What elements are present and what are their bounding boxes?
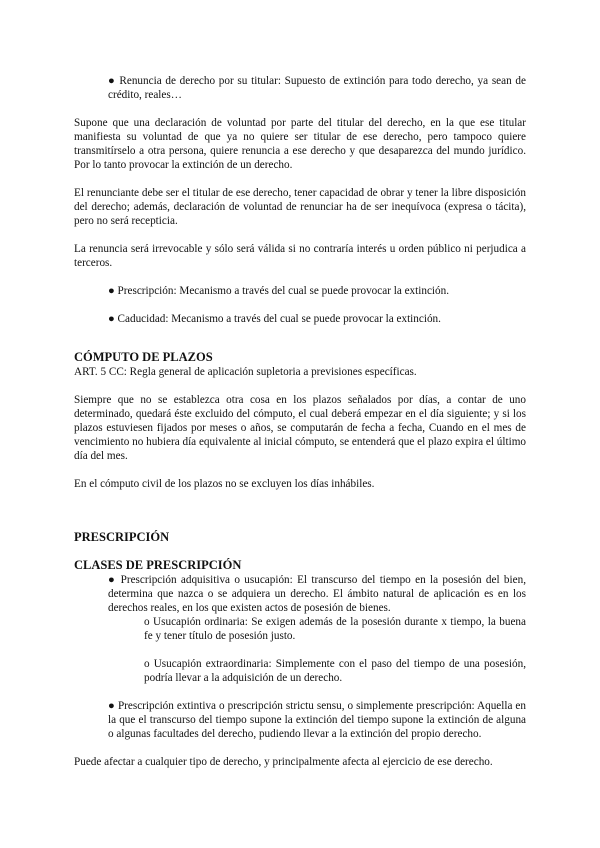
bullet-renuncia: ● Renuncia de derecho por su titular: Supuesto de extinción para todo derecho, ya sean de crédito, reales… [108, 75, 526, 101]
bullet-prescripcion: ● Prescripción: Mecanismo a través del cual se puede provocar la extinción. [108, 285, 450, 297]
subitem-usucapion-ordinaria: o Usucapión ordinaria: Se exigen además de la posesión durante x tiempo, la buena fe y tener título de posesión justo. [144, 616, 526, 642]
bullet-prescripcion-adquisitiva: ● Prescripción adquisitiva o usucapión: El transcurso del tiempo en la posesión del bien, determina que nazca o se adquiera un derecho. El ámbito natural de aplicación es en los derechos reales, en los que existen actos de posesión de bienes. [108, 574, 526, 614]
paragraph-irrevocable: La renuncia será irrevocable y sólo será válida si no contraría interés u orden público ni perjudica a terceros. [74, 243, 526, 269]
bullet-prescripcion-extintiva: ● Prescripción extintiva o prescripción strictu sensu, o simplemente prescripción: Aquella en la que el transcurso del tiempo supone la extinción del tiempo supone la extinción de alguna o algunas facultades del derecho, pudiendo llevar a la extinción del propio derecho. [108, 700, 526, 740]
paragraph-dias-inhabiles: En el cómputo civil de los plazos no se excluyen los días inhábiles. [74, 478, 375, 490]
heading-prescripcion: PRESCRIPCIÓN [74, 530, 170, 544]
paragraph-renunciante: El renunciante debe ser el titular de ese derecho, tener capacidad de obrar y tener la libre disposición del derecho; además, declaración de voluntad de renunciar ha de ser inequívoca (expresa o tácita), pero no será recepticia. [74, 187, 526, 227]
paragraph-renuncia-definicion: Supone que una declaración de voluntad por parte del titular del derecho, en la que ese titular manifiesta su voluntad de que ya no quiere ser titular de ese derecho, pero tampoco quiere transmitírselo a otra persona, quiere renuncia a ese derecho y que desaparezca del mundo jurídico. Por lo tanto provocar la extinción de un derecho. [74, 117, 526, 171]
heading-clases-prescripcion: CLASES DE PRESCRIPCIÓN [74, 558, 242, 572]
subitem-usucapion-extraordinaria: o Usucapión extraordinaria: Simplemente con el paso del tiempo de una posesión, podría llevar a la adquisición de un derecho. [144, 658, 526, 684]
paragraph-plazos: Siempre que no se establezca otra cosa en los plazos señalados por días, a contar de uno determinado, quedará éste excluido del cómputo, el cual deberá empezar en el día siguiente; y si los plazos estuviesen fijados por meses o años, se computarán de fecha a fecha, Cuando en el mes de vencimiento no hubiera día equivalente al inicial cómputo, se entenderá que el plazo expira el último día del mes. [74, 394, 526, 462]
heading-computo-plazos: CÓMPUTO DE PLAZOS [74, 350, 213, 364]
paragraph-puede-afectar: Puede afectar a cualquier tipo de derecho, y principalmente afecta al ejercicio de ese derecho. [74, 756, 493, 768]
paragraph-art5: ART. 5 CC: Regla general de aplicación supletoria a previsiones específicas. [74, 366, 417, 378]
bullet-caducidad: ● Caducidad: Mecanismo a través del cual se puede provocar la extinción. [108, 313, 441, 325]
